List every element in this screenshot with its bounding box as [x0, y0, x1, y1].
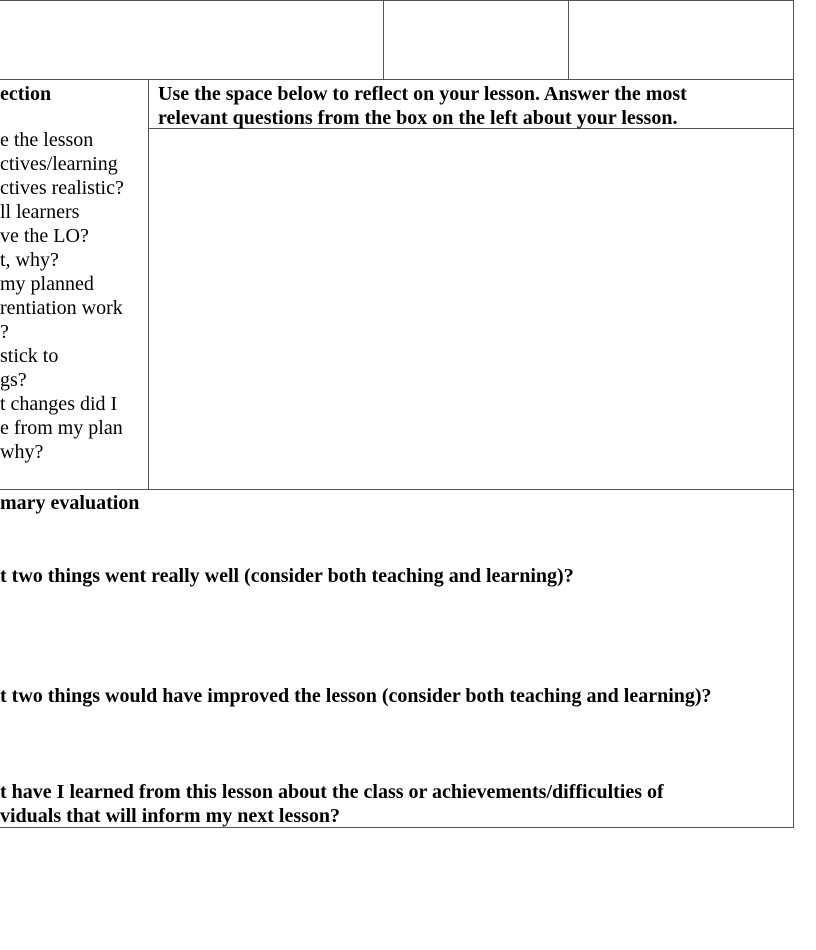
reflection-instruction — [158, 82, 687, 130]
reflection-answer-area[interactable] — [149, 129, 793, 489]
reflection-instruction-line2: relevant questions from the box on the left about your lesson. — [158, 107, 678, 129]
summary-question-3-line2: viduals that will inform my next lesson? — [0, 805, 341, 827]
question-line: my planned — [0, 273, 94, 295]
question-line: ctives realistic? — [0, 177, 124, 199]
question-line: ve the LO? — [0, 225, 89, 247]
reflection-heading: ection — [0, 83, 52, 105]
summary-question-2: t two things would have improved the lesson (consider both teaching and learning)? — [0, 685, 712, 707]
question-line: ? — [0, 321, 9, 343]
summary-question-1: t two things went really well (consider both teaching and learning)? — [0, 565, 574, 587]
header-bottom-border — [0, 79, 794, 80]
reflection-instruction-line1: Use the space below to reflect on your lesson. Answer the most — [158, 83, 687, 105]
summary-question-3 — [0, 780, 664, 828]
question-line: ctives/learning — [0, 153, 118, 175]
reflection-bottom-border — [0, 489, 794, 490]
summary-heading: mary evaluation — [0, 492, 140, 514]
question-line: e the lesson — [0, 129, 94, 151]
header-cell-1 — [0, 1, 383, 79]
question-line: why? — [0, 441, 44, 463]
question-line: stick to — [0, 345, 59, 367]
header-cell-2 — [384, 1, 568, 79]
question-line: e from my plan — [0, 417, 123, 439]
reflection-questions — [0, 128, 124, 464]
question-line: t, why? — [0, 249, 59, 271]
header-cell-3 — [569, 1, 793, 79]
question-line: t changes did I — [0, 393, 118, 415]
table-right-border — [793, 0, 794, 828]
question-line: ll learners — [0, 201, 80, 223]
question-line: gs? — [0, 369, 27, 391]
summary-question-3-line1: t have I learned from this lesson about the class or achievements/difficulties of — [0, 781, 664, 803]
question-line: rentiation work — [0, 297, 123, 319]
